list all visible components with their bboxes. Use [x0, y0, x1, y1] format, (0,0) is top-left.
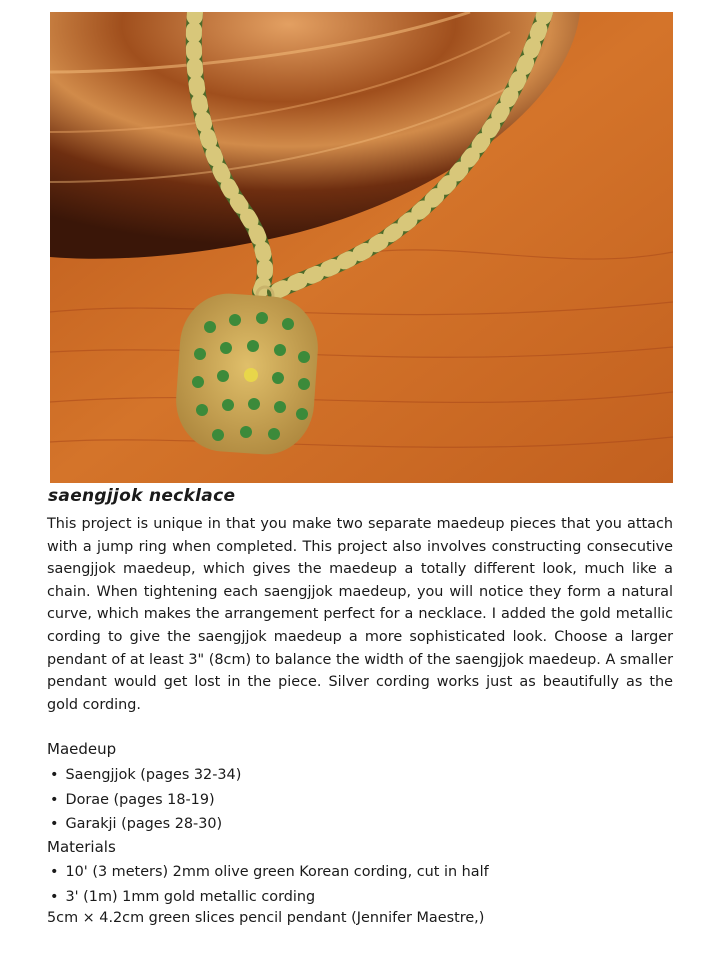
list-item: • Garakji (pages 28-30): [50, 812, 241, 837]
materials-heading: Materials: [47, 838, 116, 856]
maedeup-heading: Maedeup: [47, 740, 117, 758]
maedeup-list: [50, 763, 241, 837]
list-item: • 3' (1m) 1mm gold metallic cording: [50, 885, 489, 910]
pendant-material: 5cm × 4.2cm green slices pencil pendant (Jennifer Maestre,): [47, 910, 485, 926]
necklace-illustration: [50, 12, 673, 483]
list-item: • Dorae (pages 18-19): [50, 788, 241, 813]
pendant: [173, 290, 322, 457]
list-item: • 10' (3 meters) 2mm olive green Korean cording, cut in half: [50, 860, 489, 885]
necklace-photo: [50, 12, 673, 483]
project-intro: This project is unique in that you make two separate maedeup pieces that you attach with a jump ring when completed. This project also involves constructing consecutive saengjjok maedeup, which gives the maedeup a totally different look, much like a chain. When tightening each saengjjok maedeup, you will notice they form a natural curve, which makes the arrangement perfect for a necklace. I added the gold metallic cording to give the saengjjok maedeup a more sophisticated look. Choose a larger pendant of at least 3" (8cm) to balance the width of the saengjjok maedeup. A smaller pendant would get lost in the piece. Silver cording works just as beautifully as the gold cording.: [47, 516, 673, 713]
materials-list: [50, 860, 489, 909]
project-title: saengjjok necklace: [48, 486, 236, 506]
list-item: • Saengjjok (pages 32-34): [50, 763, 241, 788]
